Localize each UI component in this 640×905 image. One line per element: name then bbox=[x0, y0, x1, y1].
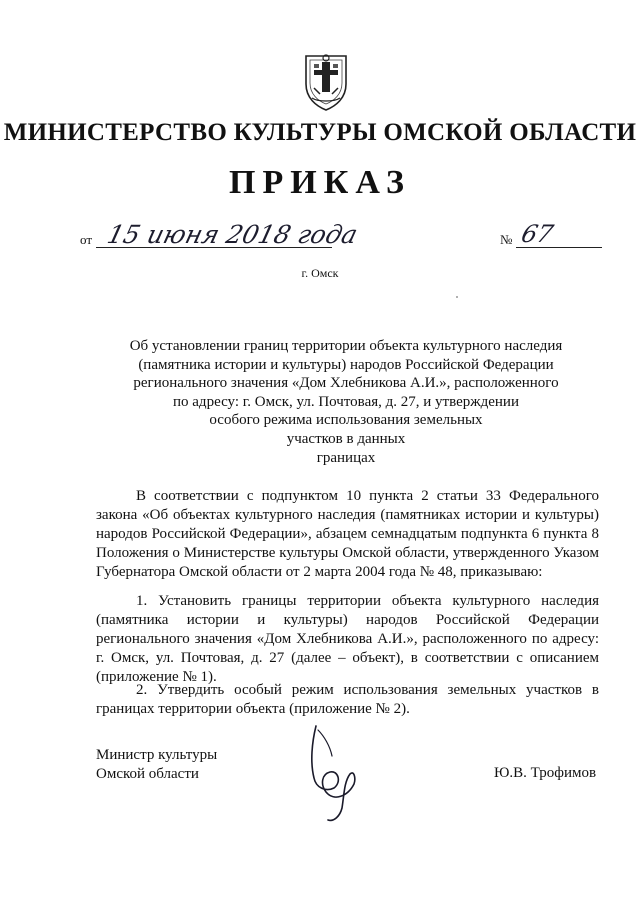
order-item-2: 2. Утвердить особый режим использования земельных участков в границах территории объекта (приложение № 2). bbox=[96, 682, 599, 717]
document-type-title: ПРИКАЗ bbox=[229, 164, 411, 201]
ministry-title: МИНИСТЕРСТВО КУЛЬТУРЫ ОМСКОЙ ОБЛАСТИ bbox=[3, 119, 637, 146]
order-subject bbox=[96, 337, 596, 467]
subject-line: (памятника истории и культуры) народов Российской Федерации bbox=[138, 356, 554, 373]
subject-line: особого режима использования земельных bbox=[209, 412, 483, 429]
subject-line: Об установлении границ территории объекта культурного наследия bbox=[129, 338, 563, 354]
preamble-paragraph: В соответствии с подпунктом 10 пункта 2 статьи 33 Федерального закона «Об объектах культурного наследия (памятниках истории и культуры) народов Российской Федерации», абзацем семнадцатым подпункта 6 пункта 8 Положения о Министерстве культуры Омской области, утвержденного Указом Губернатора Омской области от 2 марта 2004 года № 48, приказываю: bbox=[96, 488, 599, 580]
handwritten-date: 15 июня 2018 года bbox=[104, 220, 361, 249]
city-label: г. Омск bbox=[301, 266, 339, 280]
order-item-1: 1. Установить границы территории объекта культурного наследия (памятника истории и культуры) народов Российской Федерации регионального значения «Дом Хлебникова А.И.», расположенного по адресу: г. Омск, ул. Почтовая, д. 27 (далее – объект), в соответствии с описанием (приложение № 1). bbox=[96, 593, 599, 685]
subject-line: участков в данных bbox=[286, 430, 406, 447]
date-prefix-label: от bbox=[80, 232, 93, 247]
signer-name: Ю.В. Трофимов bbox=[494, 765, 597, 781]
handwritten-number: 67 bbox=[518, 220, 557, 248]
scan-dot bbox=[456, 296, 458, 298]
signer-position-line: Омской области bbox=[96, 766, 199, 782]
subject-line: по адресу: г. Омск, ул. Почтовая, д. 27, и утверждении bbox=[173, 393, 519, 410]
coat-of-arms-emblem bbox=[300, 48, 352, 112]
signer-position bbox=[96, 746, 217, 784]
subject-line: регионального значения «Дом Хлебникова А.И.», расположенного bbox=[133, 375, 559, 392]
handwritten-signature bbox=[304, 722, 368, 826]
number-prefix-label: № bbox=[500, 232, 513, 247]
signer-position-line: Министр культуры bbox=[96, 747, 218, 763]
subject-line: границах bbox=[316, 449, 376, 466]
